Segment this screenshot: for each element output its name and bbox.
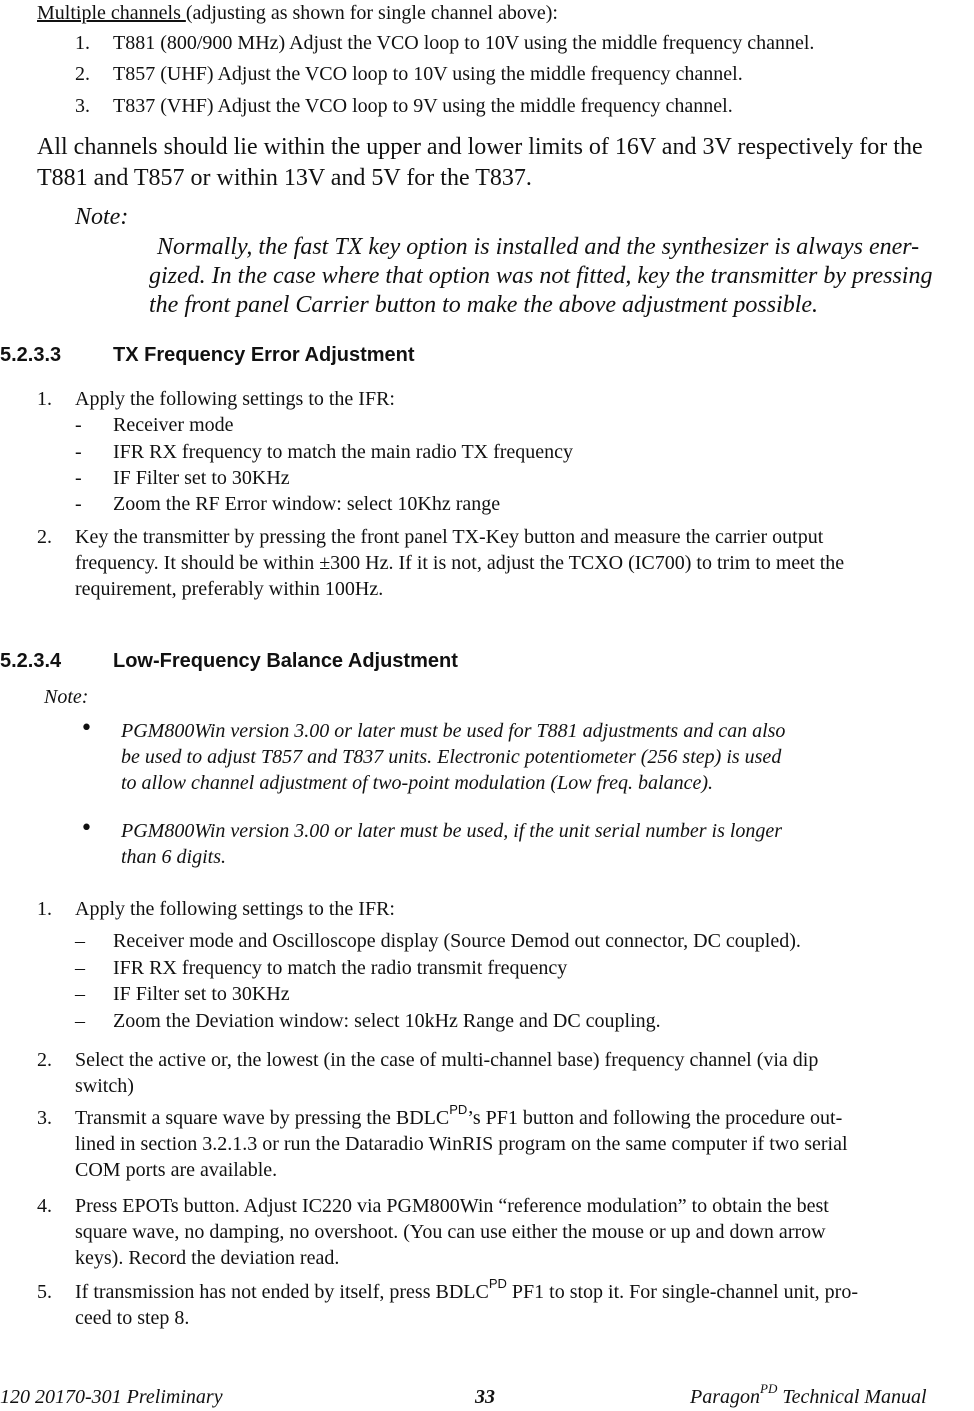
note-text: gized. In the case where that option was not fitted, key the transmitter by pressing	[149, 263, 933, 289]
footer-title-part: Technical Manual	[777, 1386, 927, 1408]
note-label: Note:	[75, 204, 129, 230]
limits-line: T881 and T857 or within 13V and 5V for the T837.	[37, 165, 532, 191]
channel-item-num: 3.	[75, 95, 90, 117]
multiple-channels-intro	[37, 0, 558, 26]
sub-item-dash: -	[75, 467, 82, 489]
sub-item-dash: -	[75, 414, 82, 436]
pd-superscript: PD	[488, 1276, 507, 1292]
note-label: Note:	[44, 686, 89, 708]
step-number: 2.	[37, 526, 52, 548]
step-text-part: Transmit a square wave by pressing the BDLC	[75, 1107, 450, 1129]
note-text: the front panel Carrier button to make the above adjustment possible.	[149, 292, 819, 318]
section-title: TX Frequency Error Adjustment	[113, 344, 415, 366]
sub-item-dash: –	[75, 957, 85, 979]
sub-item-text: Receiver mode and Oscilloscope display (Source Demod out connector, DC coupled).	[113, 930, 801, 952]
step-text: square wave, no damping, no overshoot. (You can use either the mouse or up and down arrow	[75, 1221, 826, 1243]
step-number: 3.	[37, 1107, 52, 1129]
step-text: Apply the following settings to the IFR:	[75, 898, 395, 920]
footer-pd-superscript: PD	[760, 1381, 778, 1397]
sub-item-dash: -	[75, 493, 82, 515]
sub-item-text: IFR RX frequency to match the main radio TX frequency	[113, 441, 574, 463]
multiple-channels-label: Multiple channels	[37, 2, 186, 24]
step-text: ceed to step 8.	[75, 1307, 190, 1329]
channel-item-num: 2.	[75, 63, 90, 85]
step-text-part: ’s PF1 button and following the procedure out-	[467, 1107, 843, 1129]
sub-item-dash: -	[75, 441, 82, 463]
step-text: Press EPOTs button. Adjust IC220 via PGM800Win “reference modulation” to obtain the best	[75, 1195, 829, 1217]
sub-item-text: IFR RX frequency to match the radio transmit frequency	[113, 957, 568, 979]
sub-item-text: IF Filter set to 30KHz	[113, 467, 290, 489]
step-number: 1.	[37, 388, 52, 410]
footer-title-part: Paragon	[690, 1386, 760, 1408]
sub-item-text: Receiver mode	[113, 414, 234, 436]
step-number: 5.	[37, 1281, 52, 1303]
step-number: 2.	[37, 1049, 52, 1071]
step-text-part: If transmission has not ended by itself, press BDLC	[75, 1281, 489, 1303]
footer-page-number: 33	[475, 1386, 495, 1408]
sub-item-text: IF Filter set to 30KHz	[113, 983, 290, 1005]
sub-item-text: Zoom the RF Error window: select 10Khz range	[113, 493, 501, 515]
step-text: Key the transmitter by pressing the front panel TX-Key button and measure the carrier output	[75, 526, 824, 548]
section-number: 5.2.3.4	[0, 650, 62, 672]
step-text: COM ports are available.	[75, 1159, 278, 1181]
step-text	[75, 1276, 858, 1305]
sub-item-text: Zoom the Deviation window: select 10kHz Range and DC coupling.	[113, 1010, 661, 1032]
note-bullet-text: than 6 digits.	[121, 846, 227, 868]
footer-doc-number: 120 20170-301 Preliminary	[0, 1386, 223, 1408]
note-text: Normally, the fast TX key option is installed and the synthesizer is always ener-	[157, 234, 920, 260]
channel-item-text: T881 (800/900 MHz) Adjust the VCO loop to 10V using the middle frequency channel.	[113, 32, 815, 54]
step-number: 1.	[37, 898, 52, 920]
step-text: lined in section 3.2.1.3 or run the Dataradio WinRIS program on the same computer if two serial	[75, 1133, 848, 1155]
sub-item-dash: –	[75, 930, 85, 952]
note-bullet-text: PGM800Win version 3.00 or later must be used, if the unit serial number is longer	[121, 820, 783, 842]
step-text: Apply the following settings to the IFR:	[75, 388, 395, 410]
section-title: Low-Frequency Balance Adjustment	[113, 650, 458, 672]
footer-title	[690, 1381, 927, 1410]
note-bullet-text: PGM800Win version 3.00 or later must be used for T881 adjustments and can also	[121, 720, 786, 742]
step-text-part: PF1 to stop it. For single-channel unit, pro-	[506, 1281, 858, 1303]
channel-item-num: 1.	[75, 32, 90, 54]
note-bullet-text: to allow channel adjustment of two-point modulation (Low freq. balance).	[121, 772, 714, 794]
step-text: Select the active or, the lowest (in the case of multi-channel base) frequency channel (via dip	[75, 1049, 819, 1071]
step-text: requirement, preferably within 100Hz.	[75, 578, 384, 600]
bullet-icon: •	[80, 816, 93, 841]
step-text	[75, 1102, 843, 1131]
pd-superscript: PD	[449, 1102, 468, 1118]
channel-item-text: T837 (VHF) Adjust the VCO loop to 9V using the middle frequency channel.	[113, 95, 733, 117]
sub-item-dash: –	[75, 983, 85, 1005]
multiple-channels-tail: (adjusting as shown for single channel above):	[185, 2, 558, 24]
limits-line: All channels should lie within the upper and lower limits of 16V and 3V respectively for the	[37, 134, 923, 160]
bullet-icon: •	[80, 716, 93, 741]
step-text: switch)	[75, 1075, 134, 1097]
sub-item-dash: –	[75, 1010, 85, 1032]
channel-item-text: T857 (UHF) Adjust the VCO loop to 10V using the middle frequency channel.	[113, 63, 743, 85]
note-bullet-text: be used to adjust T857 and T837 units. Electronic potentiometer (256 step) is used	[121, 746, 782, 768]
step-text: keys). Record the deviation read.	[75, 1247, 340, 1269]
step-number: 4.	[37, 1195, 52, 1217]
step-text: frequency. It should be within ±300 Hz. If it is not, adjust the TCXO (IC700) to trim to meet the	[75, 552, 845, 574]
section-number: 5.2.3.3	[0, 344, 62, 366]
